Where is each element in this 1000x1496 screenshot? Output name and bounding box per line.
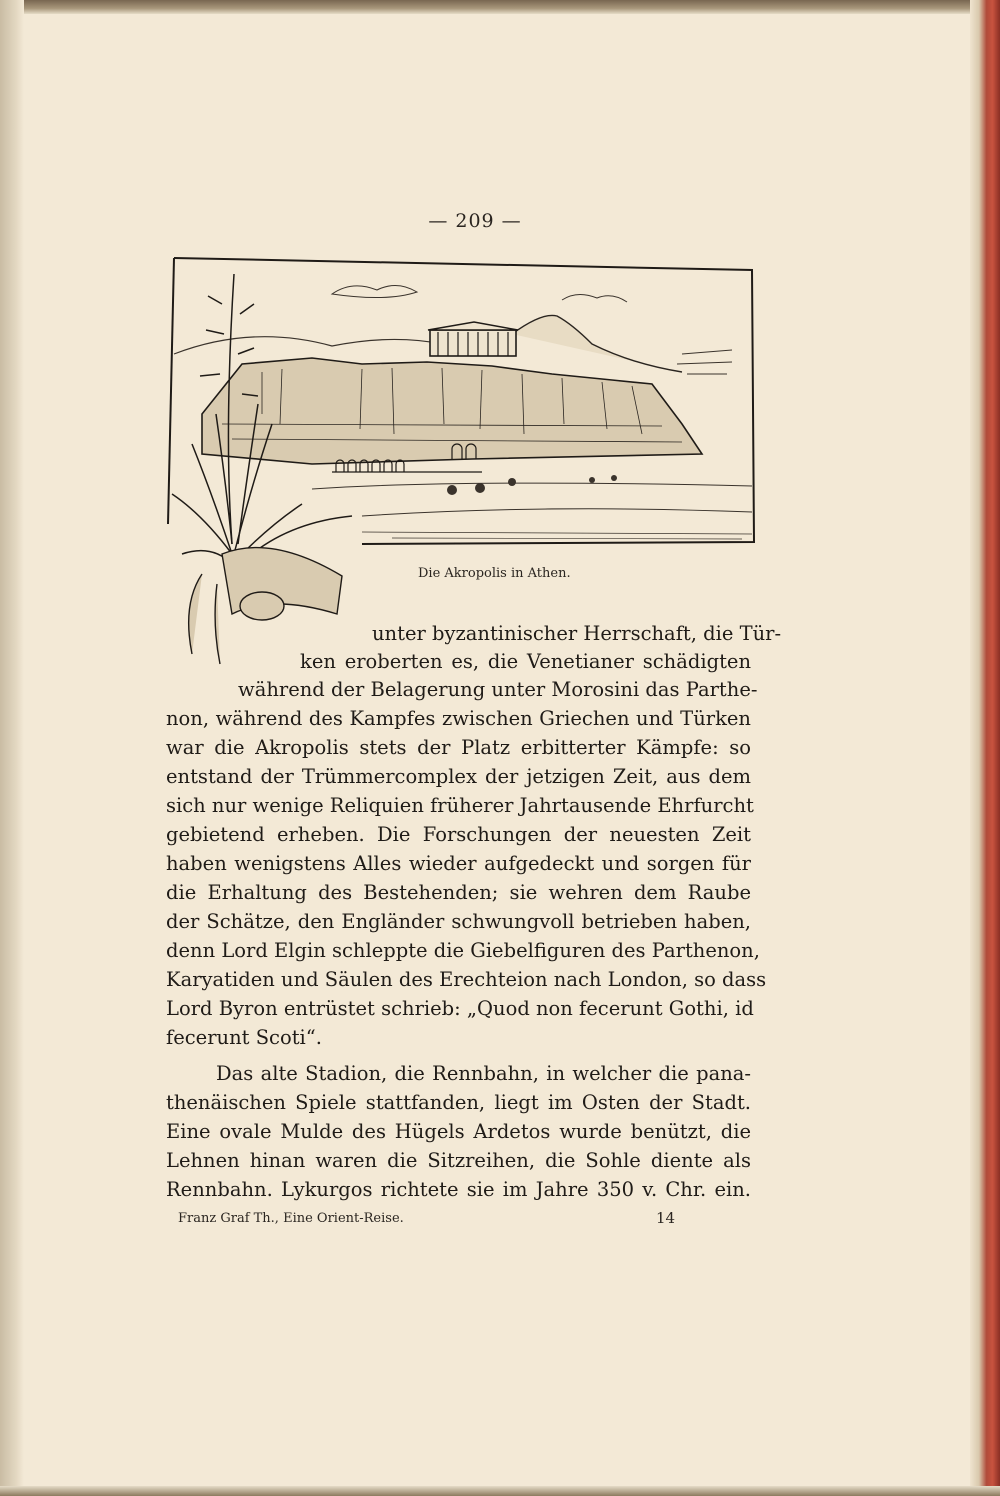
text-line: unter byzantinischer Herrschaft, die Tür- xyxy=(372,622,782,645)
text-line: Das alte Stadion, die Rennbahn, in welcher die pana- xyxy=(216,1062,751,1085)
text-line: Lehnen hinan waren die Sitzreihen, die Sohle diente als xyxy=(166,1149,751,1172)
text-line: non, während des Kampfes zwischen Griechen und Türken xyxy=(166,707,751,730)
page-top-edge xyxy=(0,0,1000,14)
footer-signature: Franz Graf Th., Eine Orient-Reise. xyxy=(178,1211,404,1226)
page-left-edge xyxy=(0,0,24,1496)
text-line: Eine ovale Mulde des Hügels Ardetos wurde benützt, die xyxy=(166,1120,751,1143)
page-bottom-edge xyxy=(0,1486,1000,1496)
footer-sheet-number: 14 xyxy=(656,1209,676,1227)
text-line: Lord Byron entrüstet schrieb: „Quod non fecerunt Gothi, id xyxy=(166,997,754,1020)
text-line: sich nur wenige Reliquien früherer Jahrtausende Ehrfurcht xyxy=(166,794,754,817)
book-cover-edge xyxy=(970,0,1000,1496)
text-line: Karyatiden und Säulen des Erechteion nach London, so dass xyxy=(166,968,767,991)
text-line: entstand der Trümmercomplex der jetzigen Zeit, aus dem xyxy=(166,765,751,788)
acropolis-illustration xyxy=(162,254,782,674)
page-number: — 209 — xyxy=(428,210,522,232)
text-line: Rennbahn. Lykurgos richtete sie im Jahre 350 v. Chr. ein. xyxy=(166,1178,751,1201)
text-line: während der Belagerung unter Morosini das Parthe- xyxy=(238,678,758,701)
text-line: thenäischen Spiele stattfanden, liegt im Osten der Stadt. xyxy=(166,1091,751,1114)
text-line: fecerunt Scoti“. xyxy=(166,1026,322,1049)
text-line: war die Akropolis stets der Platz erbitterter Kämpfe: so xyxy=(166,736,751,759)
text-line: der Schätze, den Engländer schwungvoll betrieben haben, xyxy=(166,910,751,933)
text-line: die Erhaltung des Bestehenden; sie wehren dem Raube xyxy=(166,881,751,904)
figure-caption: Die Akropolis in Athen. xyxy=(418,566,571,581)
text-line: haben wenigstens Alles wieder aufgedeckt und sorgen für xyxy=(166,852,751,875)
text-line: gebietend erheben. Die Forschungen der neuesten Zeit xyxy=(166,823,751,846)
text-line: ken eroberten es, die Venetianer schädigten xyxy=(300,650,751,673)
text-line: denn Lord Elgin schleppte die Giebelfiguren des Parthenon, xyxy=(166,939,760,962)
